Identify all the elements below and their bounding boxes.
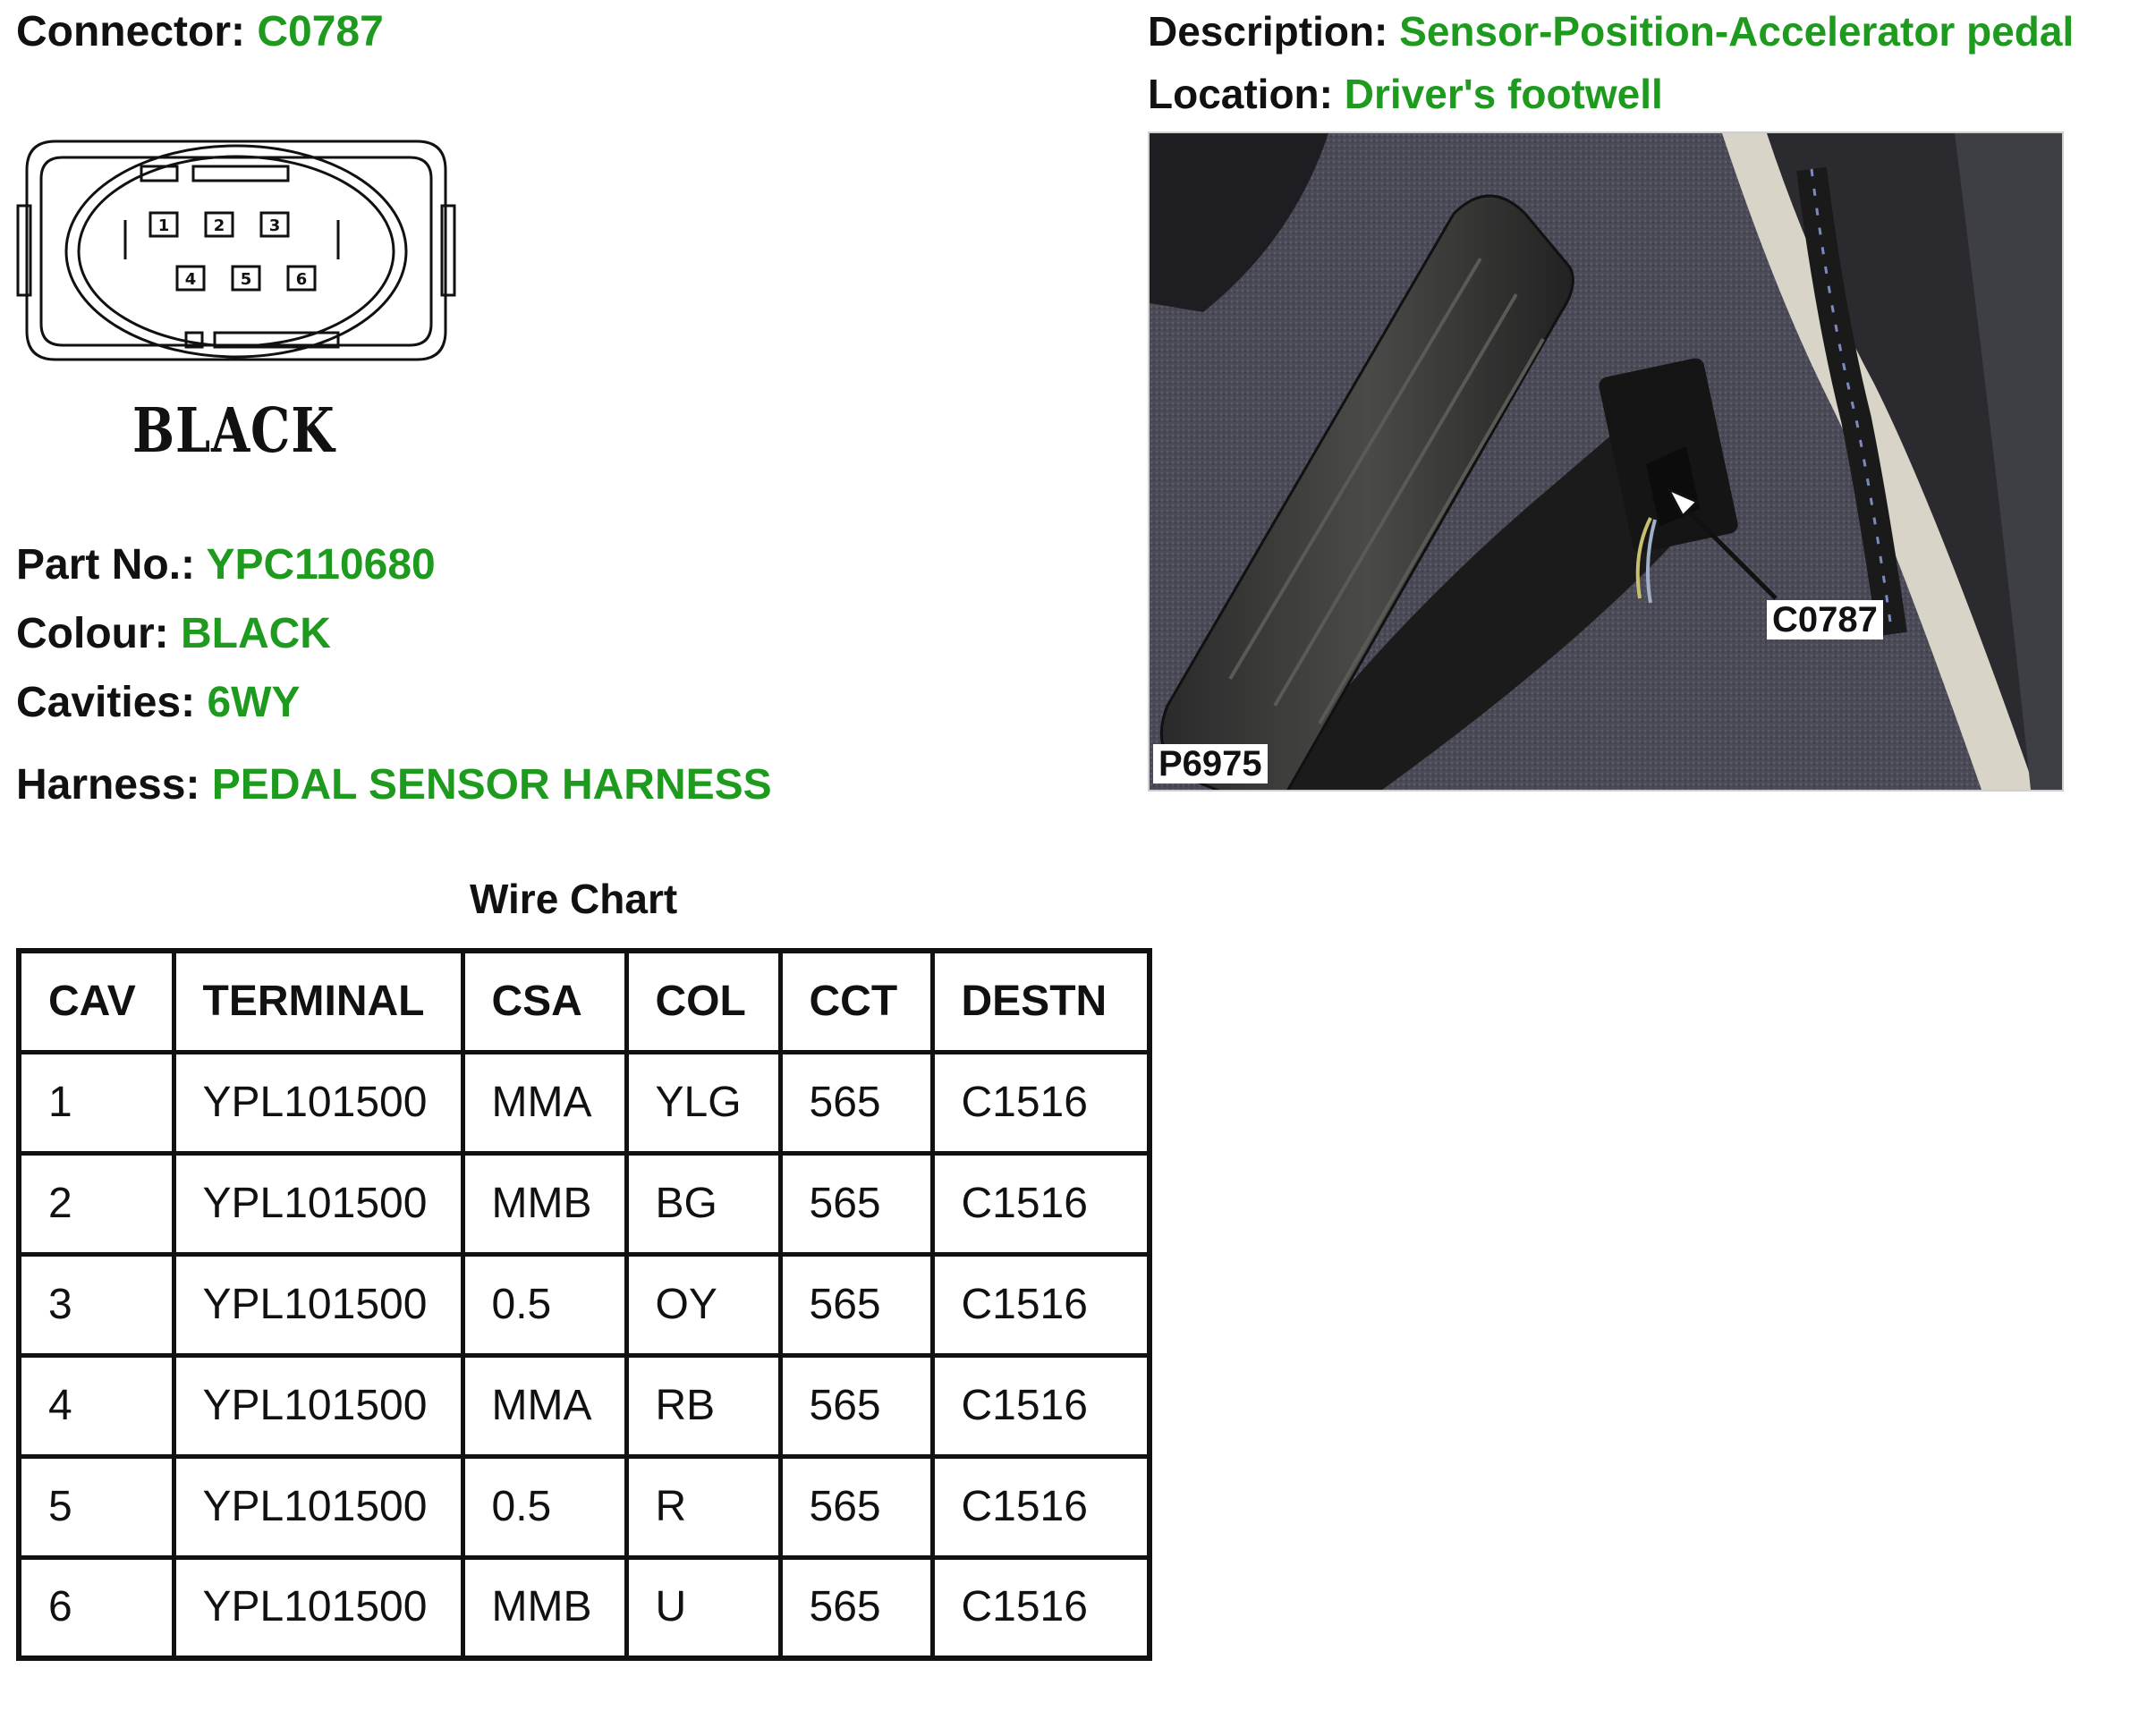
location-label: Location:: [1148, 71, 1333, 117]
cell-csa: MMB: [462, 1153, 626, 1254]
pin-number-3: 3: [268, 216, 281, 235]
cell-terminal: YPL101500: [174, 1557, 462, 1658]
cell-destn: C1516: [932, 1557, 1150, 1658]
header-cct: CCT: [780, 951, 932, 1052]
cell-terminal: YPL101500: [174, 1254, 462, 1355]
location-value: Driver's footwell: [1344, 71, 1663, 117]
connector-field: [16, 8, 384, 55]
cell-destn: C1516: [932, 1153, 1150, 1254]
colour-value: BLACK: [180, 610, 331, 657]
harness-label: Harness:: [16, 761, 200, 809]
cell-cav: 6: [19, 1557, 174, 1658]
part-no-value: YPC110680: [206, 541, 436, 589]
table-row: [19, 1153, 1150, 1254]
cell-csa: 0.5: [462, 1254, 626, 1355]
table-row: [19, 1456, 1150, 1557]
connector-mid-shell: [41, 157, 431, 345]
cell-csa: MMB: [462, 1557, 626, 1658]
cell-cct: 565: [780, 1355, 932, 1456]
cell-cav: 3: [19, 1254, 174, 1355]
cavities-field: [16, 679, 301, 726]
location-field: [1148, 71, 1663, 117]
cell-terminal: YPL101500: [174, 1456, 462, 1557]
pin-number-4: 4: [184, 270, 197, 289]
harness-field: [16, 761, 772, 809]
location-photo: [1148, 131, 2064, 792]
pin-number-6: 6: [295, 270, 308, 289]
connector-key-top-right: [193, 166, 288, 181]
wire-chart-title: Wire Chart: [470, 876, 678, 922]
description-label: Description:: [1148, 8, 1388, 55]
cell-destn: C1516: [932, 1355, 1150, 1456]
connector-latch-left: [18, 206, 30, 295]
cell-terminal: YPL101500: [174, 1052, 462, 1153]
cell-csa: MMA: [462, 1355, 626, 1456]
cell-cct: 565: [780, 1557, 932, 1658]
pin-number-2: 2: [213, 216, 225, 235]
cell-cct: 565: [780, 1052, 932, 1153]
wire-chart-table: [16, 948, 1152, 1661]
cell-csa: MMA: [462, 1052, 626, 1153]
cell-destn: C1516: [932, 1254, 1150, 1355]
cell-cct: 565: [780, 1456, 932, 1557]
cavities-label: Cavities:: [16, 679, 196, 726]
cell-col: YLG: [626, 1052, 780, 1153]
cell-col: U: [626, 1557, 780, 1658]
connector-face-diagram: [16, 125, 456, 394]
table-row: [19, 1557, 1150, 1658]
header-cav: CAV: [19, 951, 174, 1052]
table-header-row: [19, 951, 1150, 1052]
cell-destn: C1516: [932, 1456, 1150, 1557]
pin-number-1: 1: [157, 216, 170, 235]
cell-col: BG: [626, 1153, 780, 1254]
header-destn: DESTN: [932, 951, 1150, 1052]
diagram-colour-label: BLACK: [132, 395, 335, 467]
cell-col: R: [626, 1456, 780, 1557]
photo-callout-label: C0787: [1767, 600, 1883, 639]
connector-value: C0787: [257, 8, 384, 55]
connector-latch-right: [442, 206, 454, 295]
cell-cav: 5: [19, 1456, 174, 1557]
connector-outer-shell: [27, 141, 446, 360]
pin-number-5: 5: [240, 270, 252, 289]
part-no-field: [16, 541, 436, 589]
cell-csa: 0.5: [462, 1456, 626, 1557]
cell-terminal: YPL101500: [174, 1153, 462, 1254]
photo-reference-label: P6975: [1153, 744, 1268, 783]
cell-cav: 1: [19, 1052, 174, 1153]
part-no-label: Part No.:: [16, 541, 196, 589]
colour-field: [16, 610, 331, 657]
cell-cct: 565: [780, 1254, 932, 1355]
connector-inner-oval: [66, 146, 406, 357]
header-col: COL: [626, 951, 780, 1052]
cell-col: OY: [626, 1254, 780, 1355]
cell-cct: 565: [780, 1153, 932, 1254]
cell-col: RB: [626, 1355, 780, 1456]
header-terminal: TERMINAL: [174, 951, 462, 1052]
table-row: [19, 1052, 1150, 1153]
cell-destn: C1516: [932, 1052, 1150, 1153]
header-csa: CSA: [462, 951, 626, 1052]
description-value: Sensor-Position-Accelerator pedal: [1399, 8, 2075, 55]
table-row: [19, 1254, 1150, 1355]
colour-label: Colour:: [16, 610, 169, 657]
table-row: [19, 1355, 1150, 1456]
cell-cav: 2: [19, 1153, 174, 1254]
description-field: [1148, 8, 2075, 55]
cavities-value: 6WY: [207, 679, 301, 726]
harness-value: PEDAL SENSOR HARNESS: [211, 761, 772, 809]
connector-label: Connector:: [16, 8, 245, 55]
cell-terminal: YPL101500: [174, 1355, 462, 1456]
cell-cav: 4: [19, 1355, 174, 1456]
